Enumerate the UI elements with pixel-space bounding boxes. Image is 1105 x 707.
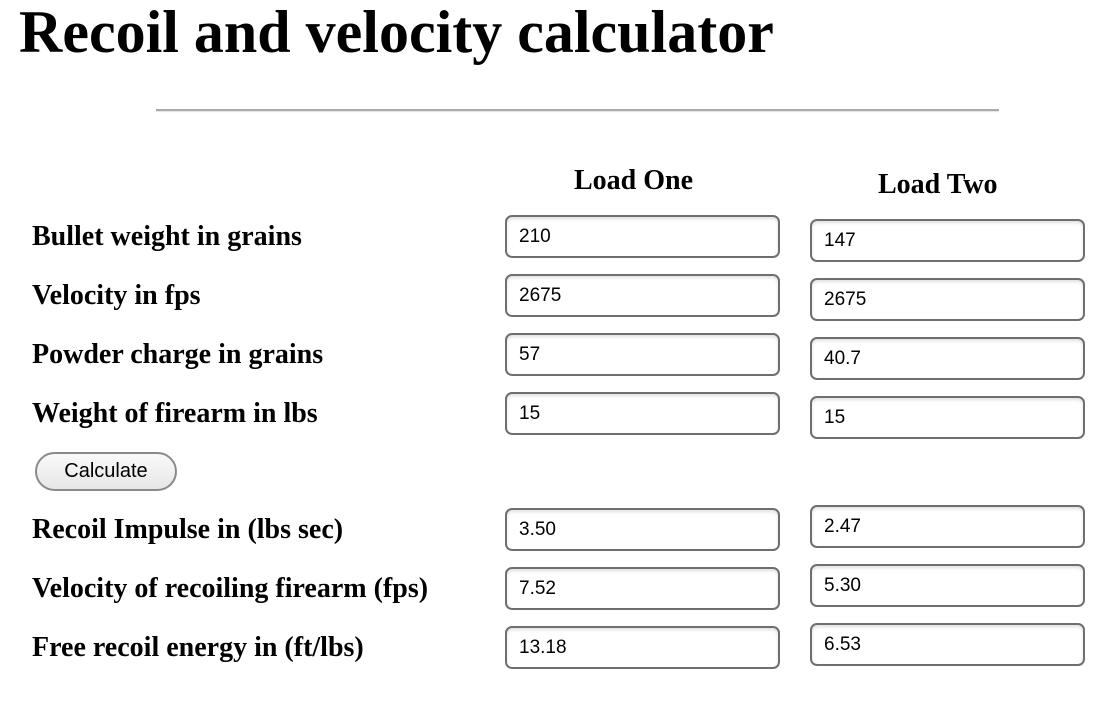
firearm-weight-load-two-input[interactable]	[810, 396, 1085, 439]
bullet-weight-label: Bullet weight in grains	[32, 221, 302, 252]
page-title: Recoil and velocity calculator	[19, 0, 774, 65]
column-header-load-one: Load One	[574, 165, 694, 196]
powder-charge-load-one-input[interactable]	[505, 333, 780, 376]
recoil-energy-label: Free recoil energy in (ft/lbs)	[32, 632, 364, 663]
recoil-velocity-load-two-output[interactable]	[810, 564, 1085, 607]
powder-charge-load-two-input[interactable]	[810, 337, 1085, 380]
bullet-weight-load-one-input[interactable]	[505, 215, 780, 258]
calculate-button[interactable]: Calculate	[35, 452, 177, 491]
recoil-impulse-label: Recoil Impulse in (lbs sec)	[32, 514, 344, 545]
recoil-velocity-label: Velocity of recoiling firearm (fps)	[32, 573, 429, 604]
firearm-weight-load-one-input[interactable]	[505, 392, 780, 435]
powder-charge-label: Powder charge in grains	[32, 339, 324, 370]
firearm-weight-label: Weight of firearm in lbs	[32, 398, 318, 429]
recoil-energy-load-one-output[interactable]	[505, 626, 780, 669]
velocity-load-one-input[interactable]	[505, 274, 780, 317]
recoil-energy-load-two-output[interactable]	[810, 623, 1085, 666]
recoil-velocity-load-one-output[interactable]	[505, 567, 780, 610]
recoil-impulse-load-one-output[interactable]	[505, 508, 780, 551]
velocity-load-two-input[interactable]	[810, 278, 1085, 321]
bullet-weight-load-two-input[interactable]	[810, 219, 1085, 262]
velocity-label: Velocity in fps	[32, 280, 201, 311]
recoil-impulse-load-two-output[interactable]	[810, 505, 1085, 548]
horizontal-divider	[156, 109, 999, 111]
column-header-load-two: Load Two	[878, 169, 998, 200]
